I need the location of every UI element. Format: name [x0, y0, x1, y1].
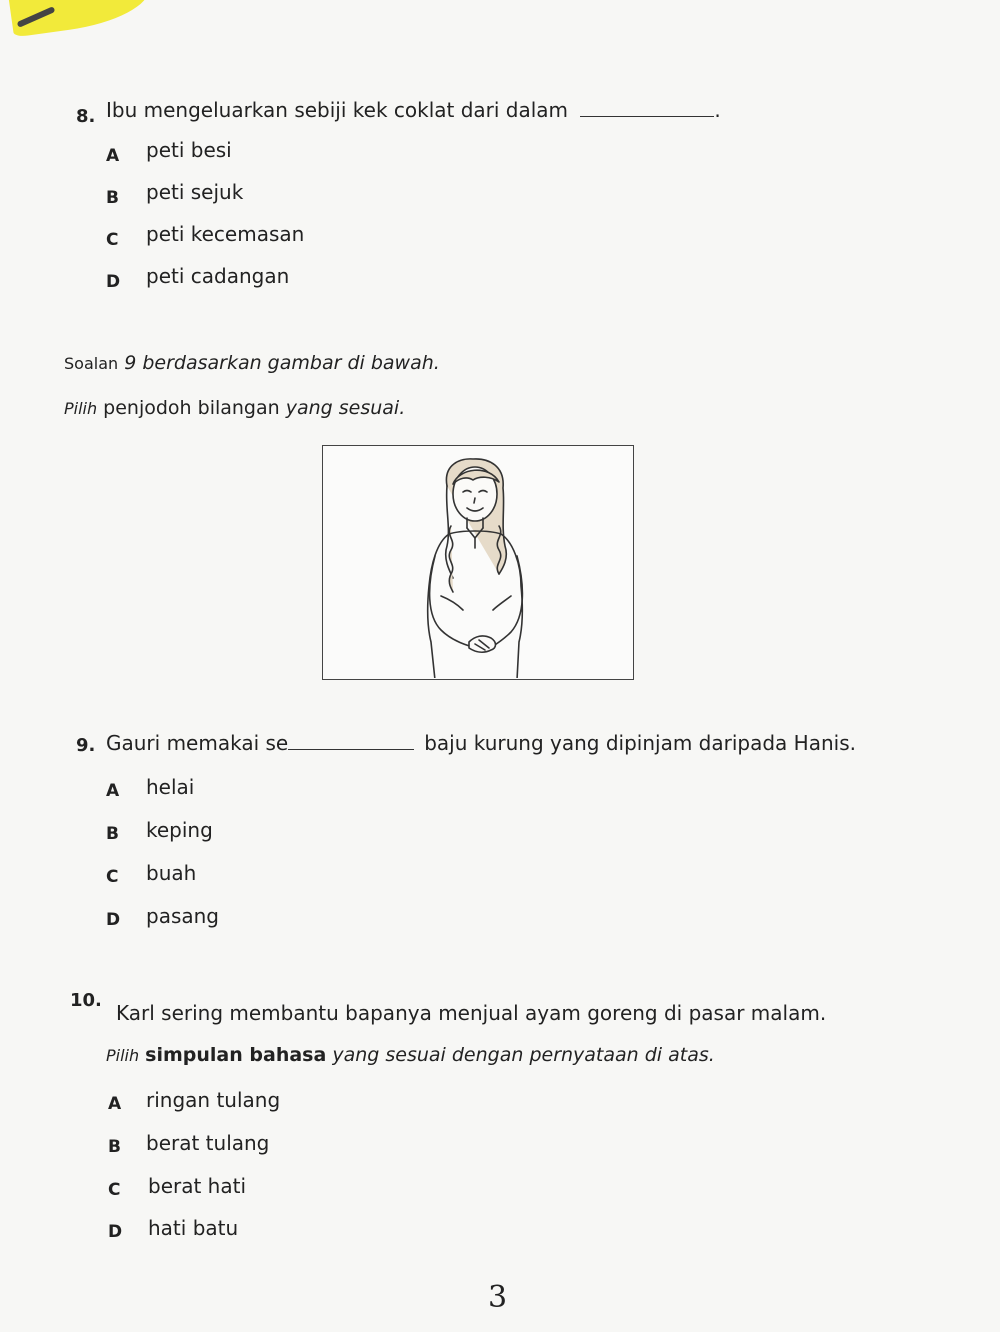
option-text: pasang — [146, 904, 219, 928]
page-corner-decoration — [0, 0, 150, 40]
option-letter: C — [108, 1180, 121, 1200]
answer-blank — [580, 116, 714, 117]
option-letter: A — [108, 1094, 122, 1114]
instruction-pilih: Pilih penjodoh bilangan yang sesuai. — [64, 397, 406, 419]
option-text: keping — [146, 818, 213, 842]
option-letter: C — [106, 230, 119, 250]
option-text: buah — [146, 861, 197, 885]
option-text: helai — [146, 775, 195, 799]
option-letter: A — [106, 146, 120, 166]
option-text: peti besi — [146, 138, 232, 162]
option-letter: C — [106, 867, 119, 887]
option-text: peti sejuk — [146, 180, 244, 204]
option-text: berat hati — [148, 1174, 247, 1198]
option-letter: B — [106, 188, 119, 208]
question-text: Gauri memakai se baju kurung yang dipinjam daripada Hanis. — [106, 731, 856, 755]
option-text: ringan tulang — [146, 1088, 281, 1112]
option-letter: B — [108, 1137, 121, 1157]
question-instruction: Pilih simpulan bahasa yang sesuai dengan pernyataan di atas. — [106, 1044, 715, 1066]
question-number: 10. — [70, 990, 102, 1011]
answer-blank — [288, 749, 414, 750]
question-text: Ibu mengeluarkan sebiji kek coklat dari dalam . — [106, 98, 721, 122]
option-letter: D — [106, 910, 121, 930]
option-letter: A — [106, 781, 120, 801]
page-number: 3 — [488, 1280, 508, 1315]
question-number: 9. — [76, 735, 96, 756]
option-text: hati batu — [148, 1216, 239, 1240]
question-number: 8. — [76, 106, 96, 127]
option-text: peti kecemasan — [146, 222, 305, 246]
question-text: Karl sering membantu bapanya menjual ayam goreng di pasar malam. — [116, 1001, 827, 1025]
girl-drawing — [323, 446, 632, 678]
instruction-soalan: Soalan 9 berdasarkan gambar di bawah. — [64, 352, 440, 374]
option-letter: D — [108, 1222, 123, 1242]
option-text: peti cadangan — [146, 264, 290, 288]
option-letter: B — [106, 824, 119, 844]
option-text: berat tulang — [146, 1131, 270, 1155]
option-letter: D — [106, 272, 121, 292]
girl-illustration — [322, 445, 634, 680]
